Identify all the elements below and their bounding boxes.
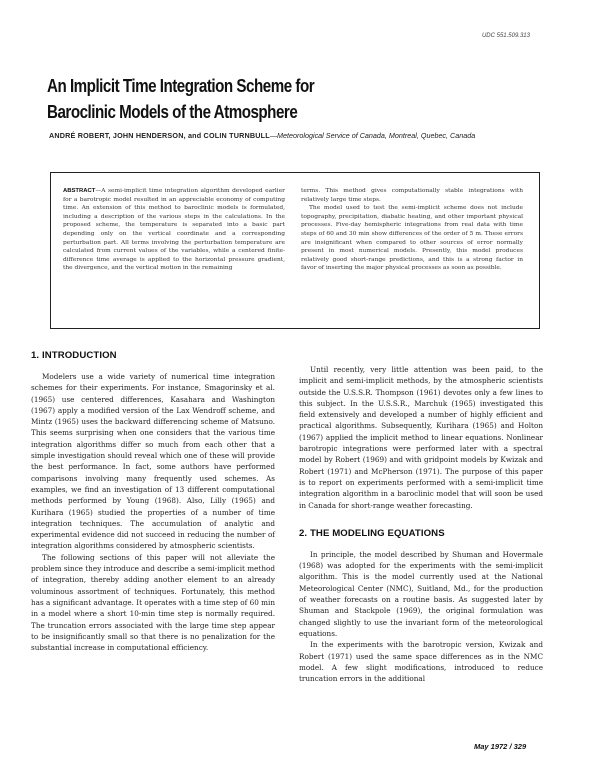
- title-line-2: Baroclinic Models of the Atmosphere: [47, 101, 298, 122]
- body-paragraph: In the experiments with the barotropic version, Kwizak and Robert (1971) used the same space differences as in the NMC model. A few slight modifications, introduced to reduce truncation errors in the additional: [299, 640, 543, 684]
- page-footer: May 1972 / 329: [474, 742, 527, 751]
- body-paragraph: Modelers use a wide variety of numerical time integration schemes for their experiments. For instance, Smagorinsky et al. (1965) use centered differences, Kasahara and Washington (1967) apply a modified version of the Lax Wendroff scheme, and Mintz (1965) uses the backward differencing scheme of Matsuno. This seems surprising when one considers that the various time integration algorithms differ so much from each other that a simple investigation should reveal which one of these will provide the best performance. In fact, some authors have performed comparisons involving many frequently used schemes. As examples, we find an investigation of 13 different computational methods performed by Young (1968). Also, Lilly (1965) and Kurihara (1965) studied the properties of a number of time integration techniques. The accumulation of analytic and experimental evidence did not succeed in reducing the number of integration algorithms considered by atmospheric scientists.: [31, 372, 275, 551]
- author-block: [49, 131, 509, 141]
- abstract-column-left: [63, 187, 285, 273]
- section-heading-introduction: 1. INTRODUCTION: [31, 350, 117, 361]
- body-paragraph: In principle, the model described by Shuman and Hovermale (1968) was adopted for the experiments with the semi-implicit algorithm. This is the model currently used at the National Meteorological Center (NMC), Suitland, Md., for the production of weather forecasts on a routine basis. As suggested later by Shuman and Stackpole (1969), the original formulation was changed slightly to use the invariant form of the meteorological equations.: [299, 549, 543, 638]
- body-column-left: [31, 350, 275, 653]
- abstract-box: [50, 172, 540, 329]
- abstract-paragraph: The model used to test the semi-implicit scheme does not include topography, precipitation, diabatic heating, and other important physical processes. Five-day hemispheric integrations from real data with time steps of 60 and 30 min show differences of the order of 5 m. These errors are insignificant when compared to other sources of error normally present in most numerical models. Presently, this model produces relatively good short-range predictions, and this is a strong factor in favor of inserting the major physical processes as soon as possible.: [301, 205, 523, 272]
- title-line-1: An Implicit Time Integration Scheme for: [47, 75, 315, 96]
- section-heading-modeling-equations: 2. THE MODELING EQUATIONS: [299, 527, 445, 539]
- section-spacer: [299, 511, 543, 528]
- body-paragraph: The following sections of this paper will not alleviate the problem since they introduce and describe a semi-implicit method of integration, thereby adding another element to an already voluminous assortment of techniques. Fortunately, this method has a significant advantage. It operates with a time step of 60 min in a model where a short 10-min time step is normally required. The truncation errors associated with the large time step appear to be insignificantly small so that there is no penalization for the substantial increase in computational efficiency.: [31, 552, 276, 653]
- udc-code: UDC 551.509.313: [481, 33, 530, 39]
- paper-title: [47, 73, 391, 125]
- body-paragraph: Until recently, very little attention was been paid, to the implicit and semi-implicit methods, by the atmospheric scientists outside the U.S.S.R. Thompson (1961) devotes only a few lines to this subject. In the U.S.S.R., Marchuk (1965) investigated this field extensively and developed a number of highly efficient and practical algorithms. Subsequently, Kurihara (1965) and Holton (1967) applied the implicit method to linear equations. Nonlinear barotropic integrations were performed later with a spectral model by Robert (1969) and with gridpoint models by Kwizak and Robert (1971) and McPherson (1971). The purpose of this paper is to report on experiments performed with a semi-implicit time integration algorithm in a baroclinic model that will soon be used in Canada for short-range weather forecasting.: [299, 365, 543, 510]
- abstract-column-right: [301, 187, 523, 273]
- abstract-paragraph: [63, 187, 285, 273]
- abstract-columns: [63, 187, 523, 273]
- author-names: ANDRÉ ROBERT, JOHN HENDERSON, and COLIN TURNBULL: [49, 131, 270, 140]
- abstract-text: —A semi-implicit time integration algorithm developed earlier for a barotropic model resulted in an appreciable economy of computing time. An extension of this method to baroclinic models is formulated, including a description of the various steps in the calculations. In the proposed scheme, the temperature is separated into a basic part depending only on the vertical coordinate and a corresponding perturbation part. All terms involving the perturbation temperature are calculated from current values of the variables, while a centered finite-difference time average is applied to the horizontal pressure gradient, the divergence, and the vertical motion in the remaining: [63, 188, 285, 272]
- abstract-label: ABSTRACT: [63, 188, 96, 194]
- author-affiliation: —Meteorological Service of Canada, Montreal, Quebec, Canada: [269, 131, 476, 140]
- abstract-paragraph: terms. This method gives computationally stable integrations with relatively large time steps.: [301, 188, 523, 203]
- body-column-right: [299, 350, 543, 684]
